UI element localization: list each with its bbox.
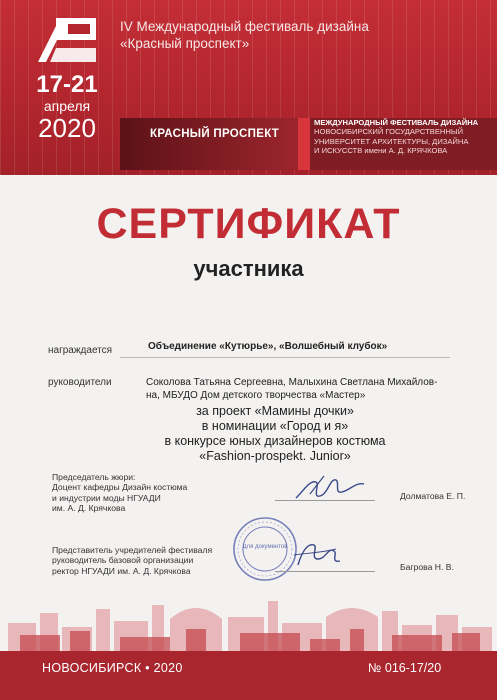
certificate-title: СЕРТИФИКАТ <box>96 200 401 248</box>
project-description: за проект «Мамины дочки» в номинации «Город и я» в конкурсе юных дизайнеров костюма «Fashion-prospekt. Junior» <box>164 404 386 463</box>
header-banner <box>0 0 497 175</box>
festival-logo-icon <box>38 18 96 62</box>
festival-dates <box>22 72 112 142</box>
stamp-text: Для документов <box>242 544 288 550</box>
leaders-label: руководители <box>48 377 112 388</box>
city-skyline-illustration <box>0 583 497 651</box>
festival-title: IV Международный фестиваль дизайна «Красный проспект» <box>120 19 369 51</box>
footer-bar <box>0 651 497 700</box>
founder-signature-icon <box>290 537 350 571</box>
founder-name: Багрова Н. В. <box>400 562 454 572</box>
founder-title: Представитель учредителей фестиваля руководитель базовой организации ректор НГУАДИ им. А. Д. Крячкова <box>52 545 213 576</box>
band-logo-text: КРАСНЫЙ ПРОСПЕКТ <box>150 128 280 140</box>
awarded-underline <box>120 357 450 358</box>
jury-name: Долматова Е. П. <box>400 491 466 501</box>
awarded-label: награждается <box>48 345 113 356</box>
jury-signature-icon <box>290 472 370 506</box>
jury-title: Председатель жюри: Доцент кафедры Дизайн костюма и индустрии моды НГУАДИ им. А. Д. Крячкова <box>52 472 188 514</box>
date-year: 2020 <box>38 113 96 143</box>
founder-signature-line <box>275 571 375 572</box>
leaders-line-2: на, МБУДО Дом детского творчества «Мастер» <box>146 390 366 401</box>
date-days: 17-21 <box>36 71 98 98</box>
leaders-line-1: Соколова Татьяна Сергеевна, Малыхина Светлана Михайлов- <box>146 377 438 388</box>
official-stamp-icon <box>232 516 298 582</box>
footer-city-year: НОВОСИБИРСК • 2020 <box>42 661 183 675</box>
date-month: апреля <box>43 98 91 114</box>
band-university-text: МЕЖДУНАРОДНЫЙ ФЕСТИВАЛЬ ДИЗАЙНА НОВОСИБИРСКИЙ ГОСУДАРСТВЕННЫЙ УНИВЕРСИТЕТ АРХИТЕКТУРЫ, ДИЗАЙНА И ИСКУССТВ имени А. Д. КРЯЧКОВА <box>314 118 479 156</box>
certificate-number: № 016-17/20 <box>368 661 442 675</box>
awarded-value: Объединение «Кутюрье», «Волшебный клубок» <box>148 341 388 352</box>
certificate-subtitle: участника <box>193 256 304 281</box>
